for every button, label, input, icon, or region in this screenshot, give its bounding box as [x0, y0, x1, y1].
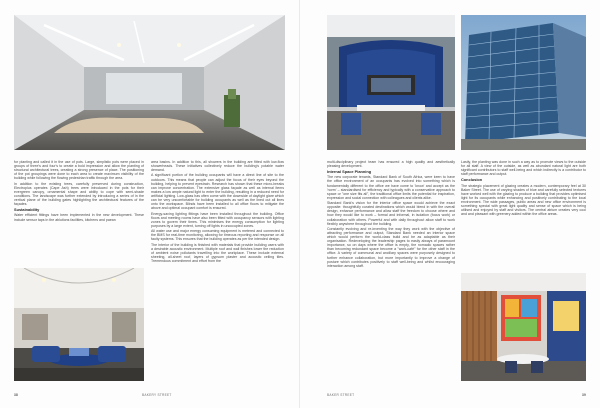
publication-name-left: BAKERY STREET — [142, 393, 172, 397]
body-text-column-4 — [461, 160, 586, 270]
right-page — [300, 0, 600, 408]
glass-facade-exterior-photo — [461, 15, 586, 150]
paragraph: The new corporate tenants, Standard Bank of South Africa, were keen to have the office environment of an occupants has evolved into something which is fundamentally different to the office we have come to 'know' and accept as the 'norm' – standardised for efficiency and typically with a conservative approach to space or "one size fits all", the traditional office limits the potential for inspiration, expression and social connection with colleagues and clients alike. — [327, 175, 455, 200]
paragraph: A significant portion of the building occupants will have a direct line of site to the outdoors. This means that people can adjust the focus of their eyes beyond the building, helping to prevent eyestrain. Research has shown that these micro-breaks can improve concentration. The extensive glass façade as well as internal items makes a low ample natural light to enter the building, resulting in a reduced need for artificial lighting. Low-glass has often come with the downside of daylight glare which can be very uncomfortable for building occupants as well as the lined out all lines onto the workspace. Blinds have been installed to all office floors to mitigate the above and optimal occupant comfort is ensured. — [151, 173, 284, 211]
lounge-seating-photo — [14, 268, 144, 381]
paragraph: Constantly evolving and re-inventing the way they work with the objective of attracting performance and output, Standard Bank needed an interior space which would perform the world-class build and be as adaptable as their organisation. Redeveloping the leadership pages to easily always of paramount importance, so on days where the office is empty, the nomadic spaces rather than becoming redundant space become a "work-café" for the other staff in the office. A variety of communal and ancillary spaces were purposely designed to further enhance collaboration, but more importantly to improve a change of posture which contributes positively to staff well-being and whilst encouraging interaction among staff. — [327, 226, 455, 268]
meeting-room-photo — [461, 273, 586, 381]
paragraph: The interior of the building is finished with materials that provide building users with a desirable acoustic environment. Multiple roof and wall finishes lower the reduction of ambient noise pollutants travelling into the workplace. These include external sheeting, all-sheet roof, layers of gypsum plaster and acoustic ceiling tiles. Tremendous commitment and effort from the — [151, 242, 284, 263]
section-heading-conclusion: Conclusion — [461, 177, 483, 183]
section-heading-internal-space-planning: Internal Space Planning — [327, 169, 372, 175]
section-heading-sustainability: Sustainability — [14, 207, 40, 213]
paragraph: Standard Bank's vision for the interior office space would achieve the exact opposite: thoughtfully curated destinations which would blend in with the overall design, enhance performance and allow staff the freedom to choose where and how they would like to work – formal and informal, in isolation (focus work) or collaboration with others. Powerful and with daily throughout allow staff to work flexibly anywhere throughout the building. — [327, 201, 455, 226]
paragraph: multi-disciplinary project team has ensured a high quality and aesthetically pleasing development. — [327, 160, 455, 169]
paragraph: All water use and major energy consuming equipment is metered and connected to the BMS for real-time monitoring, allowing for timeous reporting and response on all faulty systems. This ensures that the building operates as per the intended design. — [151, 229, 284, 242]
page-number-left: 38 — [14, 393, 19, 397]
page-number-right: 39 — [581, 393, 586, 397]
paragraph: area basins. In addition to this, all showers in the building are fitted with low-flow showerheads. These initiatives collectively reduce the building's potable water demand. — [151, 160, 284, 173]
body-text-column-3 — [327, 160, 455, 385]
booth-seating-photo — [327, 15, 455, 150]
paragraph: Lastly, the planting was done in such a way as to promote views to the outside for all staff. A view of the outside, as well as abundant natural light are both significant contributors to staff well-being and which indirectly is a contributor to staff performance and output. — [461, 160, 586, 177]
paragraph: Energy-saving lighting fittings have been installed throughout the building. Office floors and meeting rooms have also been fitted with occupancy sensors with lighting zones to govern their times. This minimises the energy consumption for lighting purposes by a large extent, turning off lights in unoccupied zones. — [151, 211, 284, 228]
reception-corridor-photo — [14, 15, 285, 150]
paragraph: for planting and called it in the use of pots. Large, simplistic pots were placed in groups of three's and four's to create a bold impression and allow the planting of structural architectural trees, creating a strong presence of place. The positioning of the pot groupings were done to each area to create maximum visibility of the building while following the flowing pedestrian traffic through the area. — [14, 160, 144, 181]
body-text-column-2 — [151, 160, 284, 385]
publication-name-right: BAKER STREET — [327, 393, 355, 397]
paragraph: In addition to the existing trees, carefully preserved during construction, Electroplus operates (Cape Ash) trees were introduced in the pots for their evergreen canopy, ornamental shape and ability to cope with semi-shade conditions. The landscape was further extended by introducing a series of in the vertical plane of the building gates highlighting the architectural features of the façades. — [14, 181, 144, 207]
paragraph: The strategic placement of glazing creates a modern, contemporary feel at 30 Baker Street. The use of varying shades of blue and carefully selected textures have worked well with the glazing to produce a building that provides optimised light for its occupants while enhancing and positively contributing to the local environment. The wide passages, public areas and new office environment is something special with great light quality and sense of space which is being utilised and enjoyed by staff and visitors. The central atrium creates very cool and and pleasant with greenery added within the office areas. — [461, 183, 586, 217]
paragraph: Water efficient fittings have been implemented in the new development. These include sensor taps in the ablutions facilities, kitchens and paean — [14, 213, 144, 222]
